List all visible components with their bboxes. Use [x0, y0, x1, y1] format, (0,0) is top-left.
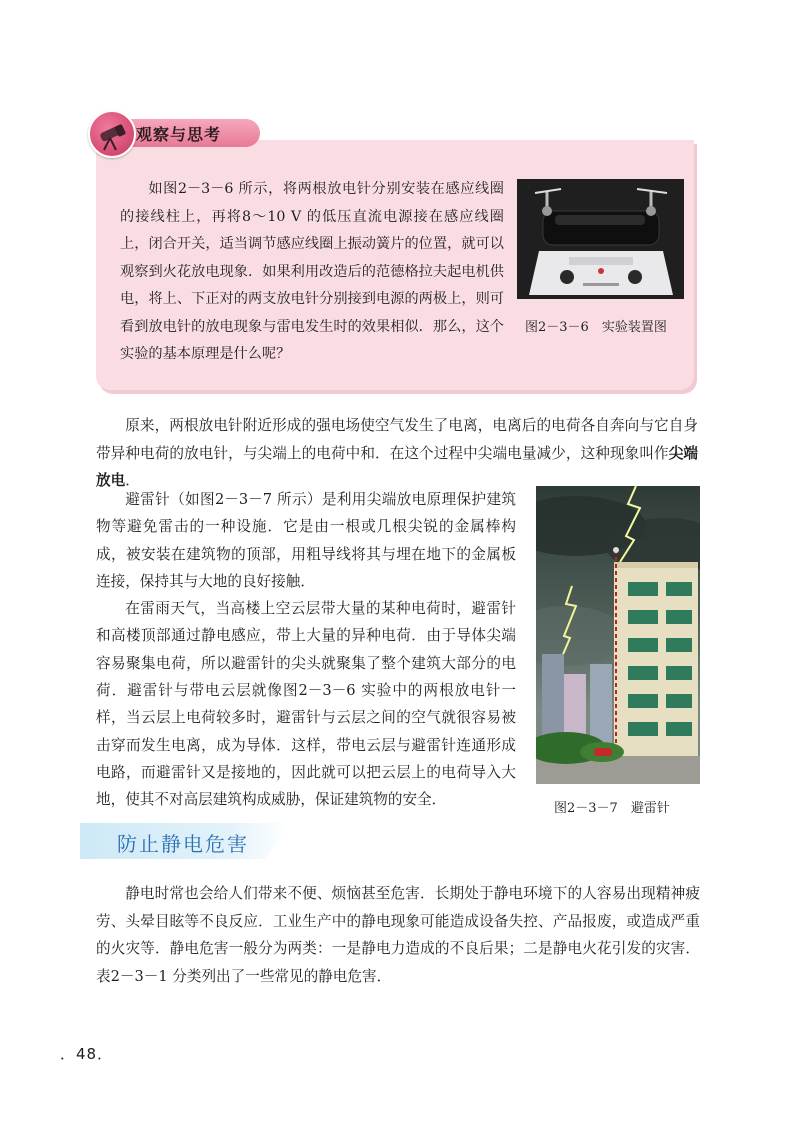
apparatus-photo [517, 179, 684, 299]
paragraph-3: 在雷雨天气，当高楼上空云层带大量的某种电荷时，避雷针和高楼顶部通过静电感应，带上大量的异种电荷．由于导体尖端容易聚集电荷，所以避雷针的尖头就聚集了整个建筑大部分的电荷．避雷针与带电云层就像图2－3－6 实验中的两根放电针一样，当云层上电荷较多时，避雷针与云层之间的空气就很容易被击穿而发生电离，成为导体．这样，带电云层与避雷针连通形成电路，而避雷针又是接地的，因此就可以把云层上的电荷导入大地，使其不对高层建筑构成威胁，保证建筑物的安全． [96, 600, 516, 809]
observe-badge [88, 110, 263, 156]
section-body [96, 880, 700, 990]
figure-caption-2-3-7: 图2－3－7 避雷针 [554, 801, 670, 816]
term-point-discharge: 尖端放电 [96, 444, 698, 489]
figure-caption-2-3-6: 图2－3－6 实验装置图 [525, 320, 667, 335]
telescope-icon [88, 110, 136, 158]
para1-text: 原来，两根放电针附近形成的强电场使空气发生了电离，电离后的电荷各自奔向与它自身带异种电荷的放电针，与尖端上的电荷中和．在这个过程中尖端电量减少，这种现象叫作 [96, 417, 698, 462]
page-number: ．48． [60, 1045, 114, 1063]
observe-text [120, 176, 504, 369]
section-paragraph: 静电时常也会给人们带来不便、烦恼甚至危害．长期处于静电环境下的人容易出现精神疲劳、头晕目眩等不良反应．工业生产中的静电现象可能造成设备失控、产品报废，或造成严重的火灾等．静电危害一般分为两类：一是静电力造成的不良后果；二是静电火花引发的灾害．表2－3－1 分类列出了一些常见的静电危害． [96, 885, 700, 985]
section-title: 防止静电危害 [117, 832, 249, 856]
observe-paragraph: 如图2－3－6 所示，将两根放电针分别安装在感应线圈的接线柱上，再将8～10 V 的低压直流电源接在感应线圈上，闭合开关，适当调节感应线圈上振动簧片的位置，就可以观察到火花放电现象．如果利用改造后的范德格拉夫起电机供电，将上、下正对的两支放电针分别接到电源的两极上，则可看到放电针的放电现象与雷电发生时的效果相似．那么，这个实验的基本原理是什么呢？ [120, 181, 504, 362]
body-paragraph-1 [96, 412, 698, 495]
para1-end: ． [125, 472, 140, 489]
lightning-rod-illustration [536, 486, 700, 784]
body-paragraphs-lightning-rod [96, 486, 516, 814]
paragraph-1 [96, 412, 698, 495]
observe-title: 观察与思考 [136, 125, 222, 144]
paragraph-2: 避雷针（如图2－3－7 所示）是利用尖端放电原理保护建筑物等避免雷击的一种设施．它是由一根或几根尖锐的金属棒构成，被安装在建筑物的顶部，用粗导线将其与埋在地下的金属板连接，保持其与大地的良好接触． [96, 491, 516, 590]
